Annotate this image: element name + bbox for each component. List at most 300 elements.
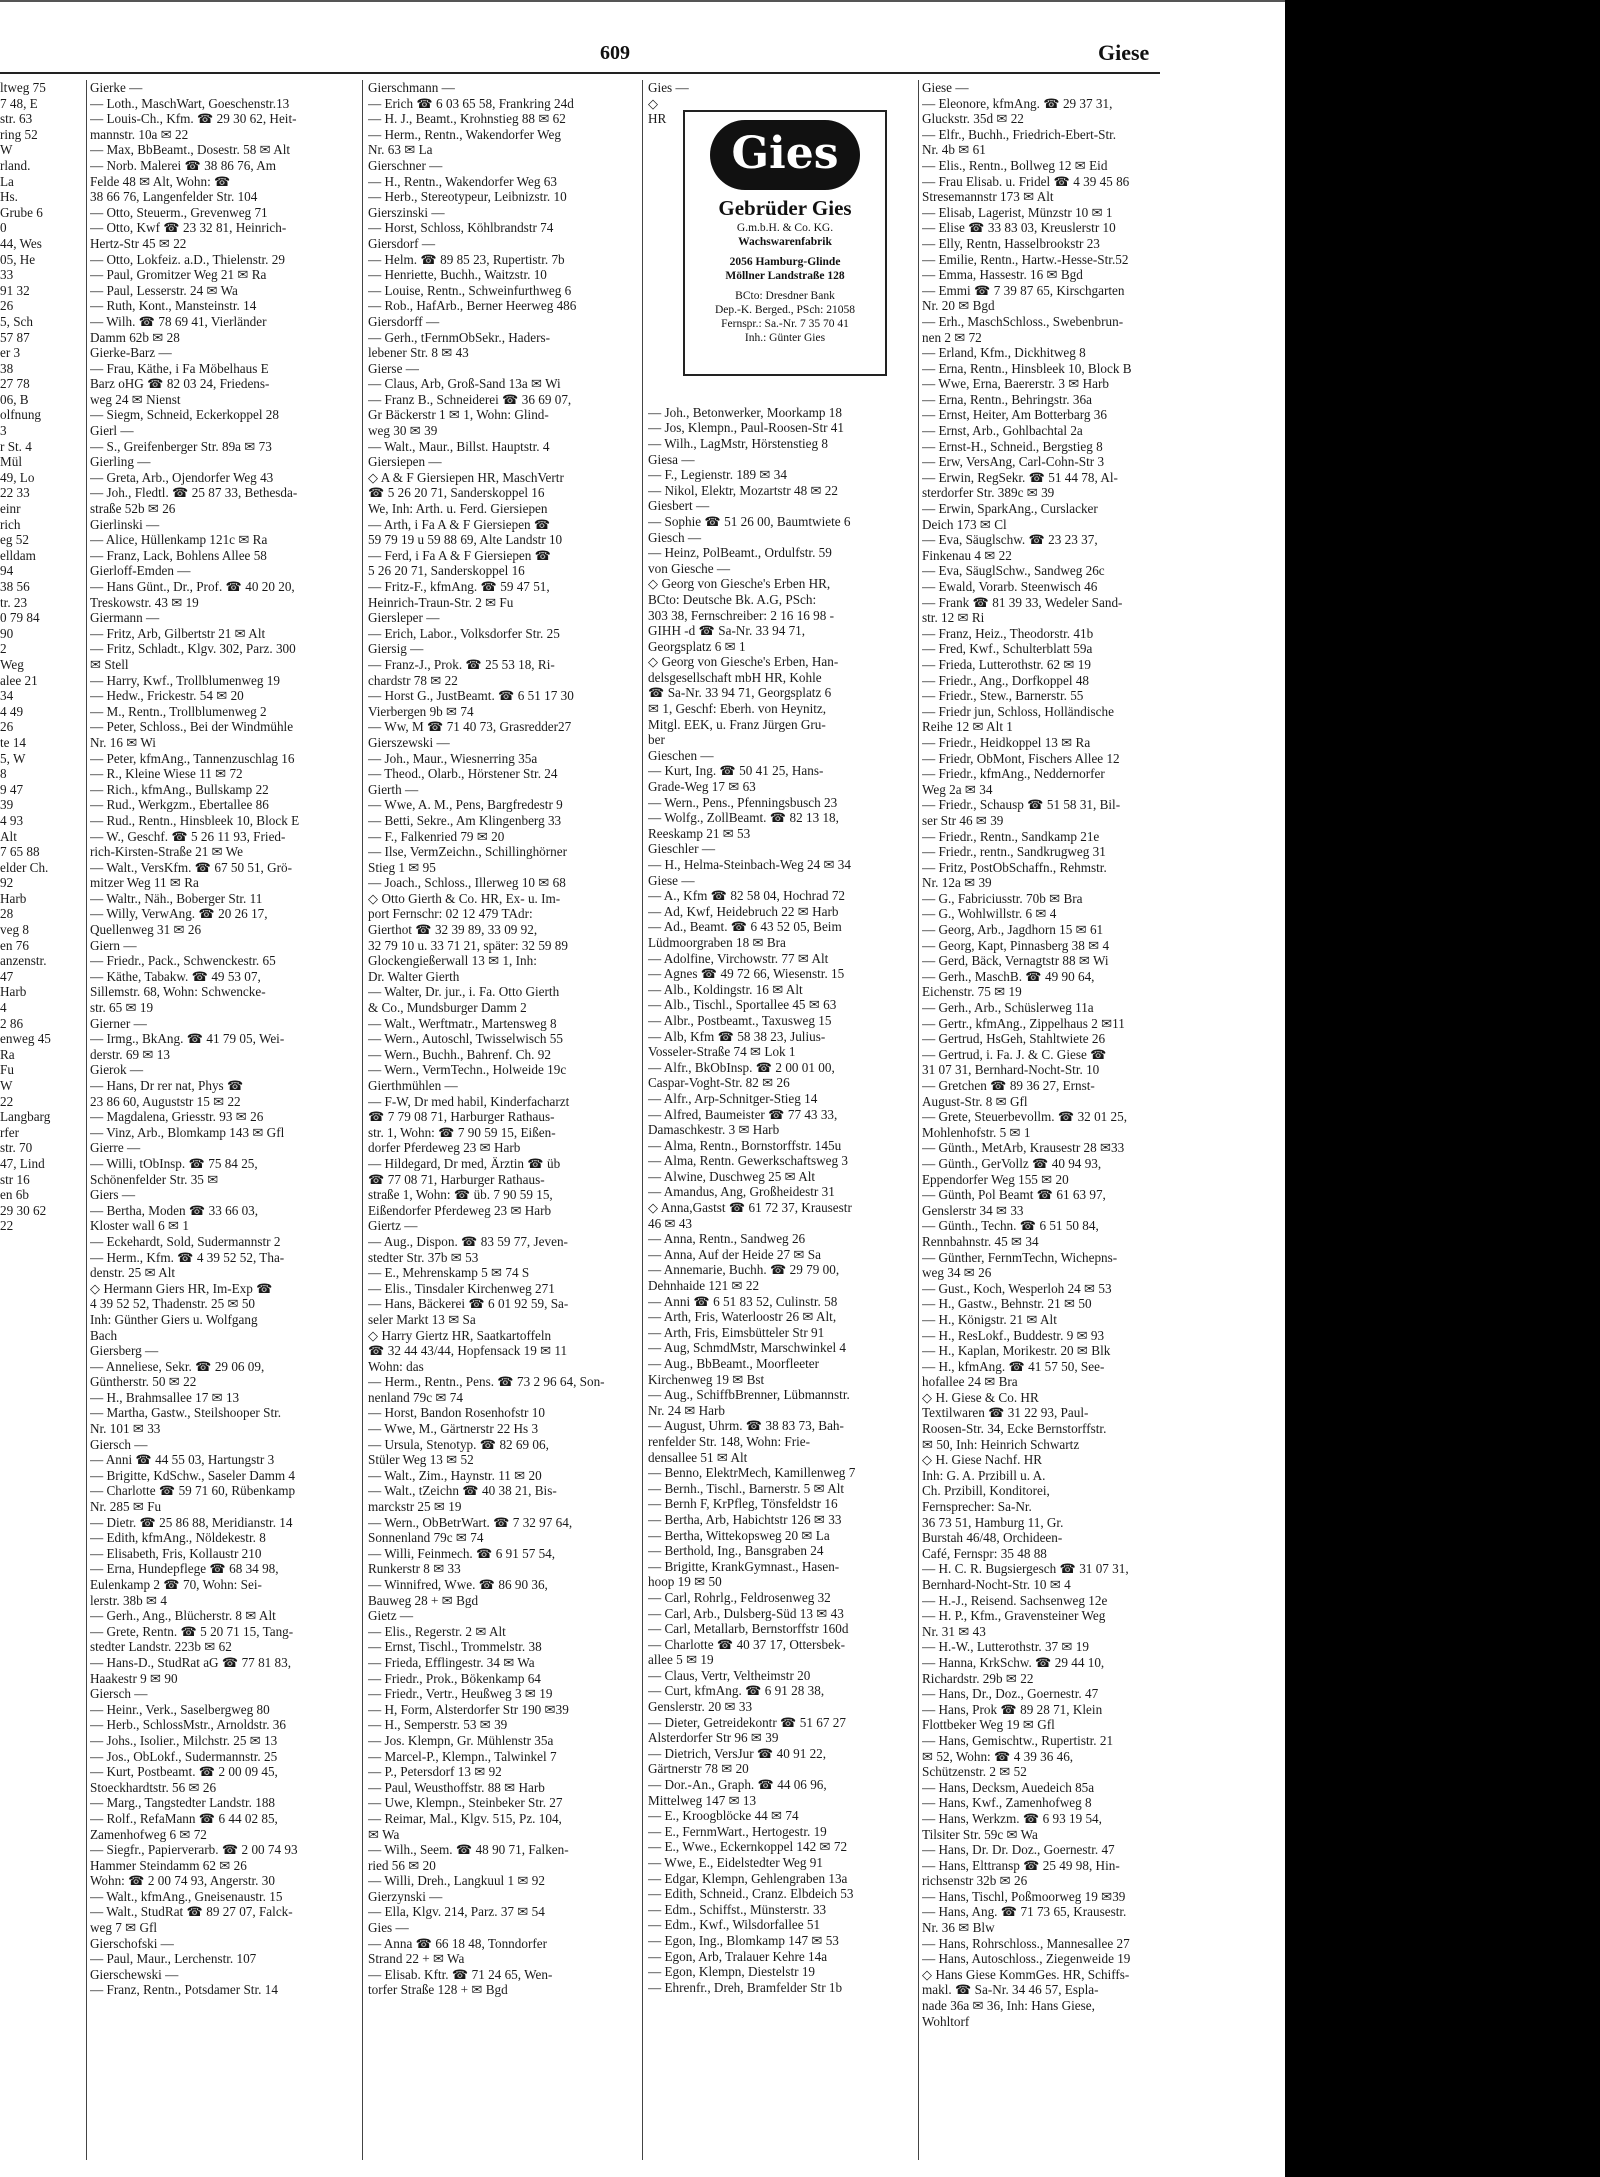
directory-entry-line: weg 34 ✉ 26	[922, 1265, 992, 1281]
directory-entry-line: — E., FernmWart., Hertogestr. 19	[648, 1823, 827, 1839]
directory-entry-line: — Dietrich, VersJur ☎ 40 91 22,	[648, 1745, 827, 1761]
directory-entry-line: Glockengießerwall 13 ✉ 1, Inh:	[368, 953, 537, 969]
directory-entry-line: — Kurt, Postbeamt. ☎ 2 00 09 45,	[90, 1764, 278, 1780]
fragment-line: 2	[0, 641, 7, 657]
directory-entry-line: Gierre —	[90, 1140, 141, 1156]
directory-entry-line: Giersberg —	[90, 1343, 159, 1359]
fragment-line: elldam	[0, 547, 36, 563]
directory-entry-line: — A., Kfm ☎ 82 58 04, Hochrad 72	[648, 888, 846, 904]
fragment-line: La	[0, 173, 14, 189]
directory-entry-line: Weg 2a ✉ 34	[922, 781, 993, 797]
directory-entry-line: — Walt., Maur., Billst. Hauptstr. 4	[368, 438, 550, 454]
directory-entry-line: Inh: Günther Giers u. Wolfgang	[90, 1311, 258, 1327]
directory-entry-line: — Rich., kfmAng., Bullskamp 22	[90, 781, 269, 797]
fragment-line: 7 48, E	[0, 95, 38, 111]
directory-entry-line: — M., Rentn., Trollblumenweg 2	[90, 703, 267, 719]
directory-entry-line: ◇ Georg von Giesche's Erben HR,	[648, 576, 831, 592]
directory-entry-line: — Gust., Koch, Wesperloh 24 ✉ 53	[922, 1280, 1112, 1296]
directory-entry-line: — Gertr., kfmAng., Zippelhaus 2 ✉11	[922, 1015, 1125, 1031]
directory-entry-line: ☎ Sa-Nr. 33 94 71, Georgsplatz 6	[648, 685, 832, 701]
directory-entry-line: Finkenau 4 ✉ 22	[922, 547, 1012, 563]
directory-entry-line: Burstah 46/48, Orchideen-	[922, 1530, 1063, 1546]
directory-entry-line: — Alma, Rentn., Bornstorffstr. 145u	[648, 1137, 842, 1153]
directory-entry-line: Textilwaren ☎ 31 22 93, Paul-	[922, 1405, 1089, 1421]
fragment-line: Hs.	[0, 189, 18, 205]
directory-entry-line: — Willy, VerwAng. ☎ 20 26 17,	[90, 906, 268, 922]
directory-entry-line: — Kurt, Ing. ☎ 50 41 25, Hans-	[648, 763, 824, 779]
page-number: 609	[600, 42, 630, 64]
directory-entry-line: — E., Kroogblöcke 44 ✉ 74	[648, 1808, 799, 1824]
directory-entry-line: — Paul, Weusthoffstr. 88 ✉ Harb	[368, 1779, 545, 1795]
directory-entry-line: — Alb., Tischl., Sportallee 45 ✉ 63	[648, 997, 837, 1013]
directory-entry-line: — Paul, Lesserstr. 24 ✉ Wa	[90, 282, 238, 298]
directory-entry-line: — Rolf., RefaMann ☎ 6 44 02 85,	[90, 1810, 278, 1826]
directory-entry-line: 31 07 31, Bernhard-Nocht-Str. 10	[922, 1062, 1100, 1078]
directory-entry-line: — Bertha, Arb, Habichtstr 126 ✉ 33	[648, 1511, 842, 1527]
directory-entry-line: Giese —	[648, 872, 695, 888]
directory-entry-line: Giese —	[922, 80, 969, 95]
directory-entry-line: — E., Mehrenskamp 5 ✉ 74 S	[368, 1265, 530, 1281]
directory-entry-line: nade 36a ✉ 36, Inh: Hans Giese,	[922, 1998, 1095, 2014]
directory-entry-line: — Martha, Gastw., Steilshooper Str.	[90, 1405, 282, 1421]
directory-entry-line: 38 66 76, Langenfelder Str. 104	[90, 189, 258, 205]
directory-entry-line: — F., Legienstr. 189 ✉ 34	[648, 467, 787, 483]
directory-entry-line: — Friedr., Heidkoppel 13 ✉ Ra	[922, 734, 1091, 750]
ad-business: Wachswarenfabrik	[738, 236, 832, 248]
directory-entry-line: — Hans, Gemischtw., Rupertistr. 21	[922, 1732, 1114, 1748]
fragment-line: rland.	[0, 157, 31, 173]
directory-entry-line: — Erna, Rentn., Behringstr. 36a	[922, 391, 1092, 407]
directory-entry-line: BCto: Deutsche Bk. A.G, PSch:	[648, 591, 817, 607]
ad-company-name: Gebrüder Gies	[718, 196, 852, 220]
directory-entry-line: ✉ 1, Geschf: Eberh. von Heynitz,	[648, 701, 827, 717]
directory-entry-line: — Betti, Sekre., Am Klingenberg 33	[368, 812, 562, 828]
directory-entry-line: — Louise, Rentn., Schweinfurthweg 6	[368, 282, 572, 298]
directory-entry-line: — Günth, Pol Beamt ☎ 61 63 97,	[922, 1187, 1106, 1203]
directory-entry-line: — Ernst, Heiter, Am Botterbarg 36	[922, 407, 1107, 423]
directory-entry-line: — Emilie, Rentn., Hartw.-Hesse-Str.52	[922, 251, 1129, 267]
directory-entry-line: Genslerstr. 20 ✉ 33	[648, 1699, 753, 1715]
directory-entry-line: Schützenstr. 2 ✉ 52	[922, 1764, 1027, 1780]
directory-entry-line: ◇ Georg von Giesche's Erben, Han-	[648, 654, 839, 670]
listing-column-2	[368, 80, 638, 1998]
directory-entry-line: — S., Greifenberger Str. 89a ✉ 73	[90, 438, 272, 454]
fragment-line: 4	[0, 1000, 7, 1016]
fragment-line: 06, B	[0, 391, 29, 407]
directory-entry-line: — Friedr., Schausp ☎ 51 58 31, Bil-	[922, 797, 1121, 813]
directory-entry-line: — H. P., Kfm., Gravensteiner Weg	[922, 1608, 1106, 1624]
directory-entry-line: — Grete, Steuerbevollm. ☎ 32 01 25,	[922, 1109, 1128, 1125]
directory-entry-line: — Helm. ☎ 89 85 23, Rupertistr. 7b	[368, 251, 565, 267]
directory-entry-line: — Erna, Rentn., Hinsbleek 10, Block B	[922, 360, 1132, 376]
fragment-line: 5, Sch	[0, 313, 33, 329]
directory-entry-line: Nr. 20 ✉ Bgd	[922, 298, 995, 314]
directory-entry-line: — Magdalena, Griesstr. 93 ✉ 26	[90, 1109, 264, 1125]
directory-entry-line: dorfer Pferdeweg 23 ✉ Harb	[368, 1140, 521, 1156]
directory-entry-line: Quellenweg 31 ✉ 26	[90, 922, 202, 938]
directory-entry-line: — Frieda, Lutterothstr. 62 ✉ 19	[922, 656, 1091, 672]
directory-entry-line: Nr. 16 ✉ Wi	[90, 734, 156, 750]
directory-entry-line: stedter Landstr. 223b ✉ 62	[90, 1639, 232, 1655]
directory-entry-line: — Gerd, Bäck, Vernagtstr 88 ✉ Wi	[922, 953, 1109, 969]
directory-entry-line: — Eva, SäuglSchw., Sandweg 26c	[922, 563, 1105, 579]
directory-entry-line: ◇ H. Giese Nachf. HR	[922, 1452, 1043, 1468]
directory-entry-line: — Hans, Elttransp ☎ 25 49 98, Hin-	[922, 1857, 1120, 1873]
directory-entry-line: str. 1, Wohn: ☎ 7 90 59 15, Eißen-	[368, 1124, 556, 1140]
directory-entry-line: delsgesellschaft mbH HR, Kohle	[648, 669, 822, 685]
directory-entry-line: — Anni ☎ 44 55 03, Hartungstr 3	[90, 1452, 275, 1468]
directory-entry-line: Gierlinski —	[90, 516, 160, 532]
fragment-line: W	[0, 142, 13, 158]
directory-entry-line: — Franz, Lack, Bohlens Allee 58	[90, 547, 267, 563]
directory-entry-line: ◇ Otto Gierth & Co. HR, Ex- u. Im-	[368, 890, 561, 906]
fragment-line: 22 33	[0, 485, 30, 501]
directory-entry-line: — Wilh. ☎ 78 69 41, Vierländer	[90, 313, 267, 329]
directory-entry-line: — Brigitte, KdSchw., Saseler Damm 4	[90, 1467, 295, 1483]
directory-entry-line: — Hans, Ang. ☎ 71 73 65, Krausestr.	[922, 1904, 1127, 1920]
directory-entry-line: — Marcel-P., Klempn., Talwinkel 7	[368, 1748, 557, 1764]
previous-page-fragment-column	[0, 80, 85, 1234]
directory-entry-line: Gietz —	[368, 1608, 414, 1624]
directory-entry-line: — Herm., Rentn., Wakendorfer Weg	[368, 126, 561, 142]
directory-entry-line: Giesbert —	[648, 498, 710, 514]
directory-entry-line: — Herm., Rentn., Pens. ☎ 73 2 96 64, Son-	[368, 1374, 605, 1390]
directory-entry-line: — Eleonore, kfmAng. ☎ 29 37 31,	[922, 95, 1113, 111]
directory-entry-line: — Gertrud, HsGeh, Stahltwiete 26	[922, 1031, 1106, 1047]
directory-entry-line: — Emma, Hassestr. 16 ✉ Bgd	[922, 267, 1083, 283]
fragment-line: Harb	[0, 984, 27, 1000]
directory-entry-line: Giern —	[90, 937, 137, 953]
directory-entry-line: — Gerh., MaschB. ☎ 49 90 64,	[922, 968, 1095, 984]
directory-entry-line: — G., Fabriciusstr. 70b ✉ Bra	[922, 890, 1083, 906]
directory-entry-line: Eulenkamp 2 ☎ 70, Wohn: Sei-	[90, 1577, 262, 1592]
directory-entry-line: Gärtnerstr 78 ✉ 20	[648, 1761, 749, 1777]
directory-entry-line: — Hans, Dr., Doz., Goernestr. 47	[922, 1686, 1099, 1702]
directory-entry-line: — Edith, kfmAng., Nöldekestr. 8	[90, 1530, 266, 1546]
directory-entry-line: Dehnhaide 121 ✉ 22	[648, 1278, 760, 1294]
directory-entry-line: — Wilh., Seem. ☎ 48 90 71, Falken-	[368, 1842, 569, 1858]
directory-entry-line: Gierling —	[90, 454, 151, 470]
fragment-line: 94	[0, 563, 14, 579]
directory-entry-line: ✉ 52, Wohn: ☎ 4 39 36 46,	[922, 1748, 1074, 1764]
directory-entry-line: ✉ Stell	[90, 656, 129, 672]
directory-entry-line: — Friedr., kfmAng., Neddernorfer	[922, 766, 1105, 782]
directory-entry-line: Vierbergen 9b ✉ 74	[368, 703, 474, 719]
directory-entry-line: Giersiepen —	[368, 454, 442, 470]
directory-entry-line: — H.-J., Reisend. Sachsenweg 12e	[922, 1592, 1108, 1608]
directory-entry-line: — Alb., Koldingstr. 16 ✉ Alt	[648, 981, 803, 997]
directory-entry-line: Stresemannstr 173 ✉ Alt	[922, 189, 1054, 205]
directory-entry-line: — Anni ☎ 6 51 83 52, Culinstr. 58	[648, 1293, 838, 1309]
directory-entry-line: str. 65 ✉ 19	[90, 1000, 154, 1016]
column-divider	[86, 80, 87, 2160]
directory-entry-line: Lüdmoorgraben 18 ✉ Bra	[648, 934, 786, 950]
directory-entry-line: richsenstr 32b ✉ 26	[922, 1873, 1028, 1889]
fragment-line: elder Ch.	[0, 859, 49, 875]
fragment-line: eg 52	[0, 532, 29, 548]
directory-entry-line: — Emmi ☎ 7 39 87 65, Kirschgarten	[922, 282, 1125, 298]
fragment-line: 33	[0, 267, 14, 283]
directory-entry-line: — Erh., MaschSchloss., Swebenbrun-	[922, 313, 1124, 329]
directory-entry-line: Tilsiter Str. 59c ✉ Wa	[922, 1826, 1038, 1842]
directory-entry-line: Gierschmann —	[368, 80, 455, 95]
directory-entry-line: — Otto, Lokfeiz. a.D., Thielenstr. 29	[90, 251, 285, 267]
directory-entry-line: ✉ 50, Inh: Heinrich Schwartz	[922, 1436, 1080, 1452]
directory-entry-line: allee 5 ✉ 19	[648, 1652, 714, 1668]
directory-entry-line: Giersleper —	[368, 610, 440, 626]
directory-entry-line: Giesch —	[648, 529, 702, 545]
directory-entry-line: Gies —	[368, 1920, 409, 1936]
directory-entry-line: — Berthold, Ing., Bansgraben 24	[648, 1543, 824, 1559]
directory-entry-line: — Hans, Decksm, Auedeich 85a	[922, 1779, 1095, 1795]
directory-entry-line: — Hildegard, Dr med, Ärztin ☎ üb	[368, 1155, 561, 1171]
directory-entry-line: str. 12 ✉ Ri	[922, 610, 985, 626]
directory-entry-line: — Arth, Fris, Eimsbütteler Str 91	[648, 1324, 825, 1340]
fragment-line: 0	[0, 220, 7, 236]
directory-entry-line: — Walter, Dr. jur., i. Fa. Otto Gierth	[368, 984, 560, 1000]
directory-entry-line: — Gertrud, i. Fa. J. & C. Giese ☎	[922, 1046, 1107, 1062]
directory-entry-line: nenland 79c ✉ 74	[368, 1389, 463, 1405]
directory-entry-line: — Curt, kfmAng. ☎ 6 91 28 38,	[648, 1683, 825, 1699]
directory-entry-line: We, Inh: Arth. u. Ferd. Giersiepen	[368, 501, 548, 517]
directory-entry-line: — Rud., Werkgzm., Ebertallee 86	[90, 797, 269, 813]
directory-entry-line: — Hans, Dr. Dr. Doz., Goernestr. 47	[922, 1842, 1115, 1858]
ad-address-street: Möllner Landstraße 128	[725, 270, 845, 282]
directory-entry-line: Gies —	[648, 80, 689, 95]
directory-entry-line: — Willi, Dreh., Langkuul 1 ✉ 92	[368, 1873, 545, 1889]
directory-entry-line: — Dor.-An., Graph. ☎ 44 06 96,	[648, 1777, 827, 1793]
fragment-line: 3	[0, 423, 7, 439]
directory-entry-line: — Ad, Kwf, Heidebruch 22 ✉ Harb	[648, 903, 839, 919]
directory-entry-line: — Walt., Zim., Haynstr. 11 ✉ 20	[368, 1467, 542, 1483]
directory-entry-line: Damaschkestr. 3 ✉ Harb	[648, 1122, 780, 1138]
directory-entry-line: — H., ResLokf., Buddestr. 9 ✉ 93	[922, 1327, 1105, 1343]
fragment-line: olfnung	[0, 407, 42, 423]
fragment-line: 7 65 88	[0, 844, 40, 860]
directory-entry-line: — Carl, Rohrlg., Feldrosenweg 32	[648, 1589, 831, 1605]
directory-entry-line: — Frau, Käthe, i Fa Möbelhaus E	[90, 360, 269, 376]
directory-entry-line: — Gerh., Arb., Schüslerweg 11a	[922, 1000, 1094, 1016]
column-divider	[362, 80, 363, 2160]
directory-entry-line: seler Markt 13 ✉ Sa	[368, 1311, 476, 1327]
directory-entry-line: — Fred, Kwf., Schulterblatt 59a	[922, 641, 1093, 657]
directory-entry-line: — Ernst-H., Schneid., Bergstieg 8	[922, 438, 1103, 454]
directory-entry-line: Richardstr. 29b ✉ 22	[922, 1670, 1034, 1686]
directory-entry-line: — Erich, Labor., Volksdorfer Str. 25	[368, 625, 560, 641]
directory-entry-line: — Ernst, Tischl., Trommelstr. 38	[368, 1639, 542, 1655]
directory-entry-line: — Hans, Kwf., Zamenhofweg 8	[922, 1795, 1092, 1811]
directory-entry-line: Deich 173 ✉ Cl	[922, 516, 1007, 532]
fragment-line: Fu	[0, 1062, 14, 1078]
directory-entry-line: — Peter, Schloss., Bei der Windmühle	[90, 719, 294, 735]
directory-entry-line: — Gerh., tFernmObSekr., Haders-	[368, 329, 551, 345]
directory-entry-line: — H., Gastw., Behnstr. 21 ✉ 50	[922, 1296, 1092, 1312]
directory-entry-line: — Erna, Hundepflege ☎ 68 34 98,	[90, 1561, 279, 1577]
directory-entry-line: — Hans, Dr rer nat, Phys ☎	[90, 1078, 244, 1093]
directory-entry-line: — Friedr., Rentn., Sandkamp 21e	[922, 828, 1100, 844]
directory-entry-line: — Vinz, Arb., Blomkamp 143 ✉ Gfl	[90, 1124, 285, 1140]
directory-entry-line: Giersdorff —	[368, 313, 440, 329]
directory-entry-line: — Paul, Gromitzer Weg 21 ✉ Ra	[90, 267, 267, 283]
directory-entry-line: — Elfr., Buchh., Friedrich-Ebert-Str.	[922, 126, 1117, 142]
directory-entry-line: — Erland, Kfm., Dickhitweg 8	[922, 345, 1086, 361]
directory-entry-line: weg 24 ✉ Nienst	[90, 391, 181, 407]
fragment-line: Langbarg	[0, 1109, 51, 1125]
directory-entry-line: — Charlotte ☎ 59 71 60, Rübenkamp	[90, 1483, 296, 1499]
directory-entry-line: Georgsplatz 6 ✉ 1	[648, 638, 746, 654]
directory-entry-line: Mohlenhofstr. 5 ✉ 1	[922, 1124, 1031, 1140]
directory-entry-line: Dr. Walter Gierth	[368, 968, 460, 984]
fragment-line: en 6b	[0, 1187, 29, 1203]
directory-entry-line: — Alwine, Duschweg 25 ✉ Alt	[648, 1168, 816, 1184]
directory-entry-line: — Joach., Schloss., Illerweg 10 ✉ 68	[368, 875, 566, 891]
directory-entry-line: — Hans-D., StudRat aG ☎ 77 81 83,	[90, 1654, 292, 1670]
directory-entry-line: — Hedw., Frickestr. 54 ✉ 20	[90, 688, 244, 704]
directory-entry-line: — Irmg., BkAng. ☎ 41 79 05, Wei-	[90, 1031, 285, 1047]
directory-entry-line: — Wern., VermTechn., Holweide 19c	[368, 1062, 567, 1078]
directory-entry-line: — Annemarie, Buchh. ☎ 29 79 00,	[648, 1262, 840, 1278]
directory-entry-line: — Max, BbBeamt., Dosestr. 58 ✉ Alt	[90, 142, 291, 158]
directory-entry-line: — Elly, Rentn, Hasselbrookstr 23	[922, 235, 1100, 251]
fragment-line: 47	[0, 968, 14, 984]
directory-entry-line: — Edgar, Klempn, Gehlengraben 13a	[648, 1870, 848, 1886]
directory-entry-line: — Heinr., Verk., Saselbergweg 80	[90, 1701, 270, 1717]
directory-entry-line: lerstr. 38b ✉ 4	[90, 1592, 167, 1608]
fragment-line: str 16	[0, 1171, 30, 1187]
ad-bank: BCto: Dresdner Bank	[735, 290, 835, 302]
directory-entry-line: Giermann —	[90, 610, 160, 626]
directory-entry-line: — Carl, Metallarb, Bernstorffstr 160d	[648, 1621, 849, 1637]
directory-entry-line: — Friedr, ObMont, Fischers Allee 12	[922, 750, 1120, 766]
directory-entry-line: — Walt., VersKfm. ☎ 67 50 51, Grö-	[90, 859, 293, 875]
directory-entry-line: — Edm., Kwf., Wilsdorfallee 51	[648, 1917, 821, 1933]
directory-entry-line: 303 38, Fernschreiber: 2 16 16 98 -	[648, 607, 835, 623]
fragment-line: 44, Wes	[0, 235, 42, 251]
fragment-line: 8	[0, 766, 7, 782]
fragment-line: er 3	[0, 345, 21, 361]
directory-entry-line: ☎ 7 79 08 71, Harburger Rathaus-	[368, 1109, 555, 1125]
directory-entry-line: — Alfr., Arp-Schnitger-Stieg 14	[648, 1090, 818, 1106]
directory-entry-line: — Hans, Tischl, Poßmoorweg 19 ✉39	[922, 1888, 1126, 1904]
directory-entry-line: — Elisab, Lagerist, Münzstr 10 ✉ 1	[922, 204, 1113, 220]
directory-entry-line: Flottbeker Weg 19 ✉ Gfl	[922, 1717, 1055, 1733]
directory-entry-line: Reihe 12 ✉ Alt 1	[922, 719, 1013, 735]
directory-entry-line: Wohn: ☎ 2 00 74 93, Angerstr. 30	[90, 1873, 275, 1889]
directory-entry-line: — Hans Günt., Dr., Prof. ☎ 40 20 20,	[90, 579, 295, 594]
directory-entry-line: — Franz, Rentn., Potsdamer Str. 14	[90, 1982, 278, 1998]
fragment-line: 38 56	[0, 579, 30, 594]
fragment-line: Ra	[0, 1046, 15, 1062]
fragment-line: 22	[0, 1093, 14, 1109]
directory-entry-line: Nr. 101 ✉ 33	[90, 1421, 161, 1437]
directory-entry-line: derstr. 69 ✉ 13	[90, 1046, 170, 1062]
directory-entry-line: — Wolfg., ZollBeamt. ☎ 82 13 18,	[648, 810, 839, 826]
directory-entry-line: — P., Petersdorf 13 ✉ 92	[368, 1764, 502, 1780]
directory-entry-line: — Uwe, Klempn., Steinbeker Str. 27	[368, 1795, 563, 1811]
directory-entry-line: Treskowstr. 43 ✉ 19	[90, 594, 199, 610]
directory-entry-line: — Arth, Fris, Waterloostr 26 ✉ Alt,	[648, 1309, 837, 1325]
fragment-line: 26	[0, 298, 14, 314]
directory-entry-line: — H. J., Beamt., Krohnstieg 88 ✉ 62	[368, 111, 566, 127]
directory-entry-line: — Winnifred, Wwe. ☎ 86 90 36,	[368, 1577, 548, 1592]
directory-entry-line: makl. ☎ Sa-Nr. 34 46 57, Espla-	[922, 1982, 1099, 1998]
fragment-line: str. 70	[0, 1140, 33, 1156]
directory-entry-line: — Nikol, Elektr, Mozartstr 48 ✉ 22	[648, 482, 838, 498]
directory-entry-line: — Elis., Rentn., Bollweg 12 ✉ Eid	[922, 157, 1108, 173]
directory-entry-line: — Wwe, Erna, Baererstr. 3 ✉ Harb	[922, 376, 1109, 392]
directory-entry-line: Gierszewski —	[368, 734, 450, 750]
directory-entry-line: — Carl, Arb., Dulsberg-Süd 13 ✉ 43	[648, 1605, 844, 1621]
directory-entry-line: hofallee 24 ✉ Bra	[922, 1374, 1018, 1390]
directory-entry-line: — Greta, Arb., Ojendorfer Weg 43	[90, 469, 274, 485]
directory-entry-line: — Hanna, KrkSchw. ☎ 29 44 10,	[922, 1654, 1105, 1670]
directory-entry-line: chardstr 78 ✉ 22	[368, 672, 458, 688]
fragment-line: 2 86	[0, 1015, 24, 1031]
directory-entry-line: — Walt., StudRat ☎ 89 27 07, Falck-	[90, 1904, 293, 1920]
directory-entry-line: Bauweg 28 + ✉ Bgd	[368, 1592, 479, 1608]
directory-entry-line: — H, Form, Alsterdorfer Str 190 ✉39	[368, 1701, 569, 1717]
directory-entry-line: Eppendorfer Weg 155 ✉ 20	[922, 1171, 1069, 1187]
directory-entry-line: — Eva, Säuglschw. ☎ 23 23 37,	[922, 532, 1098, 548]
directory-entry-line: August-Str. 8 ✉ Gfl	[922, 1093, 1028, 1109]
directory-entry-line: Caspar-Voght-Str. 82 ✉ 26	[648, 1075, 790, 1091]
directory-entry-line: ber	[648, 732, 665, 748]
directory-entry-line: Roosen-Str. 34, Ecke Bernstorffstr.	[922, 1421, 1107, 1437]
directory-entry-line: — Wwe, M., Gärtnerstr 22 Hs 3	[368, 1421, 539, 1437]
directory-entry-line: Gierke —	[90, 80, 143, 95]
directory-entry-line: — Aug., Dispon. ☎ 83 59 77, Jeven-	[368, 1233, 568, 1249]
directory-entry-line: Nr. 4b ✉ 61	[922, 142, 986, 158]
fragment-line: einr	[0, 501, 21, 517]
directory-entry-line: ◇ A & F Giersiepen HR, MaschVertr	[368, 469, 564, 485]
directory-entry-line: — Fritz-F., kfmAng. ☎ 59 47 51,	[368, 579, 550, 594]
directory-entry-line: — Elise ☎ 33 83 03, Kreuslerstr 10	[922, 220, 1116, 236]
column-divider	[642, 80, 643, 2160]
directory-entry-line: & Co., Mundsburger Damm 2	[368, 1000, 527, 1016]
directory-entry-line: Gierok —	[90, 1062, 144, 1078]
directory-entry-line: — Walt., Werftmatr., Martensweg 8	[368, 1015, 557, 1031]
fragment-line: 39	[0, 797, 14, 813]
directory-entry-line: Giersch —	[90, 1436, 148, 1452]
directory-entry-line: — H., Helma-Steinbach-Weg 24 ✉ 34	[648, 857, 851, 872]
directory-entry-line: — Walt., kfmAng., Gneisenaustr. 15	[90, 1888, 283, 1904]
fragment-line: anzenstr.	[0, 953, 47, 969]
directory-entry-line: — Ilse, VermZeichn., Schillinghörner	[368, 844, 567, 860]
directory-entry-line: — Harry, Kwf., Trollblumenweg 19	[90, 672, 280, 688]
fragment-line: te 14	[0, 734, 27, 750]
directory-entry-line: Gierloff-Emden —	[90, 563, 191, 579]
directory-entry-line: — Reimar, Mal., Klgv. 515, Pz. 104,	[368, 1810, 562, 1826]
directory-entry-line: — Georg, Kapt, Pinnasberg 38 ✉ 4	[922, 937, 1110, 953]
directory-entry-line: Barz oHG ☎ 82 03 24, Friedens-	[90, 376, 270, 392]
fragment-line: 22	[0, 1218, 14, 1234]
directory-entry-line: ☎ 32 44 43/44, Hopfensack 19 ✉ 11	[368, 1343, 568, 1359]
directory-entry-line: — Friedr., Stew., Barnerstr. 55	[922, 688, 1084, 704]
directory-entry-line: Giertz —	[368, 1218, 418, 1234]
directory-entry-line: — Anna, Auf der Heide 27 ✉ Sa	[648, 1246, 821, 1262]
directory-entry-line: — Ewald, Vorarb. Steenwisch 46	[922, 579, 1098, 594]
directory-entry-line: Haakestr 9 ✉ 90	[90, 1670, 178, 1686]
directory-entry-line: — H., Königstr. 21 ✉ Alt	[922, 1311, 1057, 1327]
directory-entry-line: — Bertha, Moden ☎ 33 66 03,	[90, 1202, 259, 1218]
directory-entry-line: Giersig —	[368, 641, 424, 657]
directory-entry-line: — Ferd, i Fa A & F Giersiepen ☎	[368, 547, 552, 563]
directory-entry-line: ◇ H. Giese & Co. HR	[922, 1389, 1039, 1405]
ad-owner: Inh.: Günter Gies	[744, 332, 826, 344]
directory-entry-line: Eißendorfer Pferdeweg 23 ✉ Harb	[368, 1202, 552, 1218]
directory-entry-line: — August, Uhrm. ☎ 38 83 73, Bah-	[648, 1418, 844, 1434]
directory-entry-line: — Bertha, Wittekopsweg 20 ✉ La	[648, 1527, 830, 1543]
